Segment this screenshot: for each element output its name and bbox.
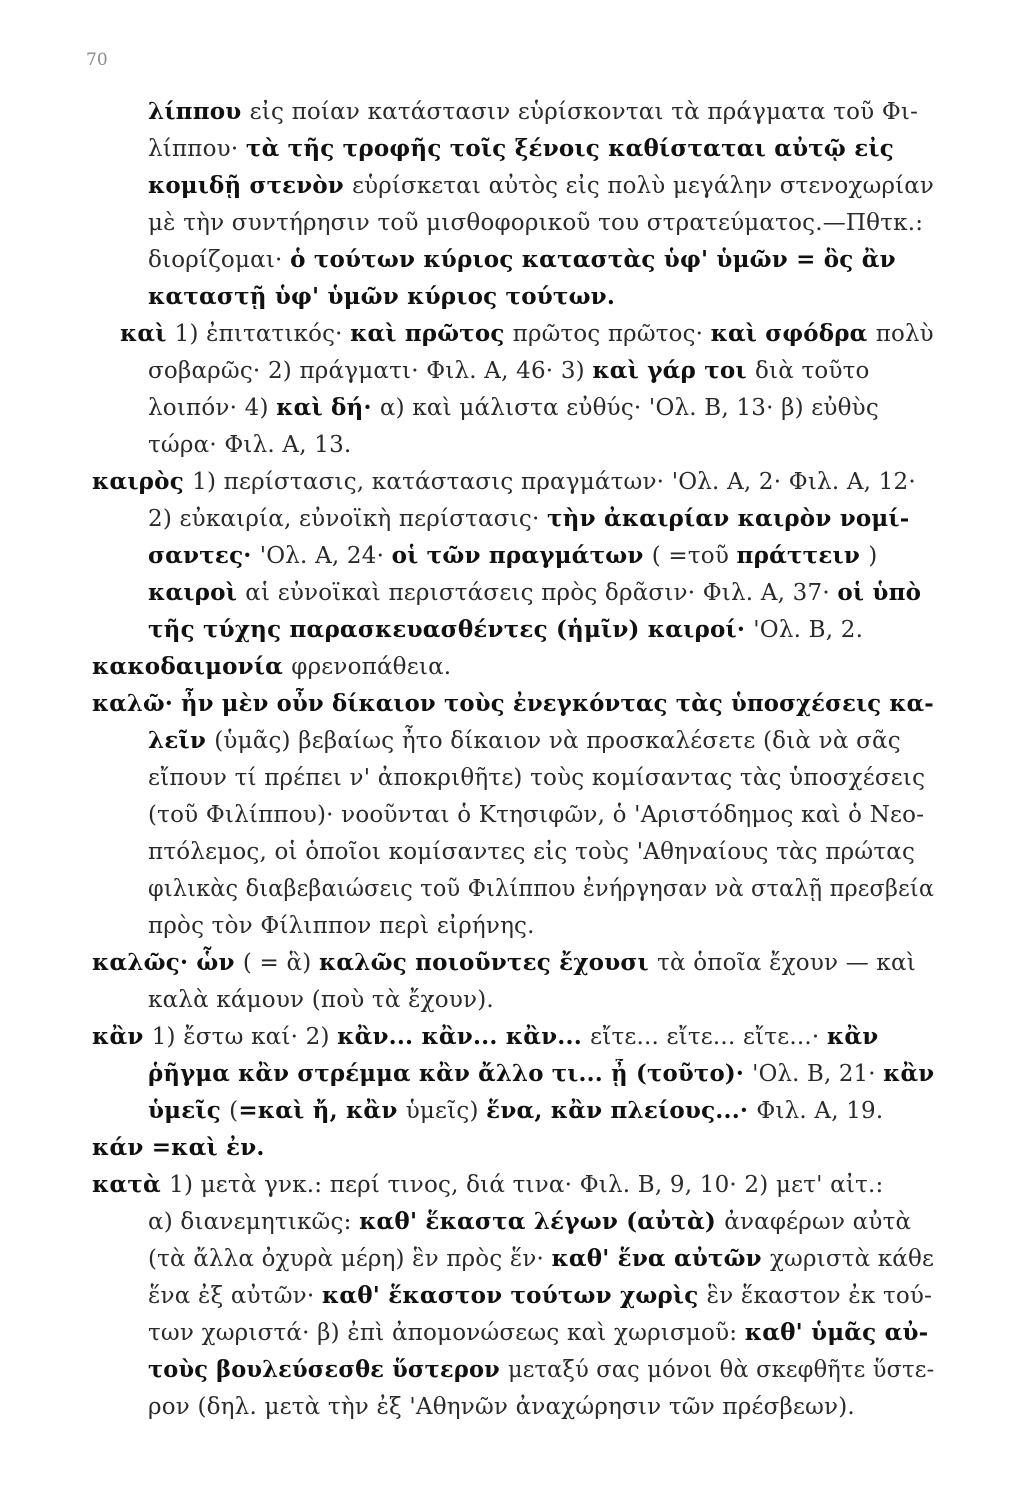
text-line — [92, 652, 451, 682]
text-line — [148, 1281, 932, 1311]
bold-term: οἱ ὑπὸ — [837, 579, 922, 606]
gloss-text: 2) εὐκαιρία, εὐνοϊκὴ περίστασις· — [148, 506, 547, 532]
text-line — [148, 1207, 911, 1237]
text-line — [148, 134, 894, 164]
text-line — [148, 837, 915, 867]
gloss-text: καλὰ κάμουν (ποὺ τὰ ἔχουν). — [148, 987, 494, 1013]
gloss-text: πρὸς τὸν Φίλιππον περὶ εἰρήνης. — [148, 913, 535, 939]
text-line — [148, 393, 879, 423]
bold-term: λεῖν — [148, 727, 215, 754]
gloss-text: ( — [229, 1098, 239, 1124]
text-line — [148, 208, 923, 238]
gloss-text: χωριστὰ κάθε — [769, 1246, 935, 1272]
bold-term: σαντες· — [148, 542, 260, 569]
bold-term: καλῶς· ὧν — [92, 949, 243, 976]
text-line — [148, 356, 870, 386]
bold-term: ὁ τούτων κύριος καταστὰς ὑφ' ὑμῶν = ὃς ἂν — [290, 246, 896, 273]
gloss-text: εἴπουν τί πρέπει ν' ἀποκριθῆτε) τοὺς κομίσαντας τὰς ὑποσχέσεις — [148, 765, 926, 791]
gloss-text: ) — [868, 543, 878, 569]
text-line — [148, 1392, 855, 1422]
bold-term: κομιδῇ στενὸν — [148, 172, 353, 199]
gloss-text: διὰ τοῦτο — [754, 358, 870, 384]
gloss-text: 1) ἔστω καί· 2) — [151, 1024, 338, 1050]
gloss-text: (τὰ ἄλλα ὀχυρὰ μέρη) ἓν πρὸς ἕν· — [148, 1246, 552, 1272]
gloss-text: αἱ εὐνοϊκαὶ περιστάσεις πρὸς δρᾶσιν· Φιλ. Α, 37· — [245, 580, 838, 606]
bold-term: οἱ τῶν πραγμάτων — [391, 542, 652, 569]
gloss-text: (τοῦ Φιλίππου)· νοοῦνται ὁ Κτησιφῶν, ὁ 'Αριστόδημος καὶ ὁ Νεο- — [148, 802, 925, 828]
gloss-text: ( = ἃ) — [242, 950, 319, 976]
gloss-text: 1) μετὰ γνκ.: περί τινος, διά τινα· Φιλ. Β, 9, 10· 2) μετ' αἰτ.: — [169, 1172, 884, 1198]
gloss-text: πολὺ — [875, 321, 934, 347]
text-line — [92, 689, 934, 719]
text-line — [148, 615, 863, 645]
gloss-text: 'Ολ. Α, 24· — [259, 543, 392, 569]
text-line — [148, 504, 910, 534]
gloss-text: εἰς ποίαν κατάστασιν εὑρίσκονται τὰ πράγματα τοῦ Φι- — [249, 99, 919, 125]
gloss-text: 1) περίστασις, κατάστασις πραγμάτων· 'Ολ. Α, 2· Φιλ. Α, 12· — [192, 469, 916, 495]
gloss-text: α) καὶ μάλιστα εὐθύς· 'Ολ. Β, 13· β) εὐθὺς — [379, 395, 879, 421]
text-line — [148, 245, 896, 275]
gloss-text: ἕνα ἐξ αὐτῶν· — [148, 1283, 322, 1309]
gloss-text: τώρα· Φιλ. Α, 13. — [148, 432, 352, 458]
bold-term: ὑμεῖς — [148, 1097, 230, 1124]
bold-term: καθ' ἕνα αὐτῶν — [551, 1245, 770, 1272]
bold-term: τοὺς βουλεύσεσθε ὕστερον — [148, 1356, 508, 1383]
text-line — [148, 985, 494, 1015]
text-line — [92, 467, 916, 497]
bold-term: καθ' ἕκαστον τούτων χωρὶς — [321, 1282, 707, 1309]
gloss-text: φρενοπάθεια. — [291, 654, 452, 680]
gloss-text: ὑμεῖς) — [405, 1098, 487, 1124]
gloss-text: ἀναφέρων αὐτὰ — [724, 1209, 912, 1235]
text-line — [148, 282, 615, 312]
gloss-text: λίππου· — [148, 136, 246, 162]
gloss-text: α) διανεμητικῶς: — [148, 1209, 360, 1235]
bold-term: κἂν... κἂν... κἂν... — [337, 1023, 591, 1050]
bold-term: λίππου — [148, 98, 250, 125]
gloss-text: τὰ ὁποῖα ἔχουν — καὶ — [657, 950, 916, 976]
bold-term: καὶ πρῶτος — [350, 320, 513, 347]
text-line — [148, 800, 924, 830]
text-line — [148, 763, 925, 793]
gloss-text: μὲ τὴν συντήρησιν τοῦ μισθοφορικοῦ του στρατεύματος.—Πθτκ.: — [148, 210, 924, 236]
bold-term: κακοδαιμονία — [92, 653, 292, 680]
gloss-text: λοιπόν· 4) — [148, 395, 277, 421]
page-number: 70 — [86, 50, 108, 70]
bold-term: πράττειν — [736, 542, 869, 569]
bold-term: καιρὸς — [92, 468, 193, 495]
bold-term: καλῶς ποιοῦντες ἔχουσι — [318, 949, 658, 976]
gloss-text: ( =τοῦ — [651, 543, 737, 569]
text-line — [148, 911, 535, 941]
text-line — [92, 1170, 884, 1200]
text-line — [148, 541, 877, 571]
text-line — [148, 874, 934, 904]
bold-term: καὶ δή· — [276, 394, 380, 421]
gloss-text: 1) ἐπιτατικός· — [174, 321, 351, 347]
bold-term: καὶ — [120, 320, 175, 347]
bold-term: τῆς τύχης παρασκευασθέντες (ἡμῖν) καιροί· — [148, 616, 754, 643]
text-line — [148, 430, 351, 460]
text-line — [148, 171, 934, 201]
gloss-text: 'Ολ. Β, 2. — [753, 617, 864, 643]
bold-term: τὰ τῆς τροφῆς τοῖς ξένοις καθίσταται αὐτῷ εἰς — [245, 135, 894, 162]
text-line — [148, 97, 918, 127]
bold-term: κἂν — [826, 1023, 879, 1050]
text-line — [148, 1355, 934, 1385]
text-line — [148, 726, 901, 756]
bold-term: =καὶ ἤ, κἂν — [238, 1097, 406, 1124]
bold-term: καθ' ἕκαστα λέγων (αὐτὰ) — [359, 1208, 725, 1235]
bold-term: καιροὶ — [148, 579, 246, 606]
text-line — [148, 1096, 883, 1126]
gloss-text: ἓν ἕκαστον ἐκ τού- — [706, 1283, 933, 1309]
gloss-text: εἴτε... εἴτε... εἴτε...· — [590, 1024, 827, 1050]
gloss-text: εὑρίσκεται αὐτὸς εἰς πολὺ μεγάλην στενοχωρίαν — [352, 173, 935, 199]
gloss-text: ρον (δηλ. μετὰ τὴν ἐξ 'Αθηνῶν ἀναχώρησιν τῶν πρέσβεων). — [148, 1394, 855, 1420]
gloss-text: πρῶτος πρῶτος· — [512, 321, 711, 347]
bold-term: κατὰ — [92, 1171, 170, 1198]
bold-term: κἂν — [883, 1060, 935, 1087]
gloss-text: Φιλ. Α, 19. — [756, 1098, 884, 1124]
bold-term: ῥῆγμα κἂν στρέμμα κἂν ἄλλο τι... ᾖ (τοῦτο)· — [148, 1060, 753, 1087]
text-line — [148, 1244, 934, 1274]
bold-term: καταστῇ ὑφ' ὑμῶν κύριος τούτων. — [148, 283, 616, 310]
text-line — [148, 1059, 934, 1089]
bold-term: κάν =καὶ ἐν. — [92, 1134, 265, 1161]
bold-term: καθ' ὑμᾶς αὐ- — [744, 1319, 929, 1346]
gloss-text: των χωριστά· β) ἐπὶ ἀπομονώσεως καὶ χωρισμοῦ: — [148, 1320, 745, 1346]
gloss-text: μεταξύ σας μόνοι θὰ σκεφθῆτε ὕστε- — [507, 1357, 935, 1383]
text-line — [92, 948, 916, 978]
gloss-text: (ὑμᾶς) βεβαίως ἦτο δίκαιον νὰ προσκαλέσετε (διὰ νὰ σᾶς — [214, 728, 901, 754]
gloss-text: διορίζομαι· — [148, 247, 291, 273]
gloss-text: πτόλεμος, οἱ ὁποῖοι κομίσαντες εἰς τοὺς 'Αθηναίους τὰς πρώτας — [148, 839, 916, 865]
gloss-text: φιλικὰς διαβεβαιώσεις τοῦ Φιλίππου ἐνήργησαν νὰ σταλῇ πρεσβεία — [148, 876, 935, 902]
text-line — [92, 1133, 265, 1163]
text-line — [92, 1022, 878, 1052]
bold-term: τὴν ἀκαιρίαν καιρὸν νομί- — [547, 505, 910, 532]
bold-term: καὶ σφόδρα — [710, 320, 876, 347]
gloss-text: σοβαρῶς· 2) πράγματι· Φιλ. Α, 46· 3) — [148, 358, 593, 384]
text-line — [148, 578, 921, 608]
text-line — [148, 1318, 928, 1348]
bold-term: ἕνα, κἂν πλείους...· — [486, 1097, 757, 1124]
bold-term: κἂν — [92, 1023, 152, 1050]
bold-term: καὶ γάρ τοι — [592, 357, 755, 384]
gloss-text: 'Ολ. Β, 21· — [752, 1061, 884, 1087]
bold-term: καλῶ· ἦν μὲν οὖν δίκαιον τοὺς ἐνεγκόντας τὰς ὑποσχέσεις κα- — [92, 690, 934, 717]
text-line — [120, 319, 934, 349]
